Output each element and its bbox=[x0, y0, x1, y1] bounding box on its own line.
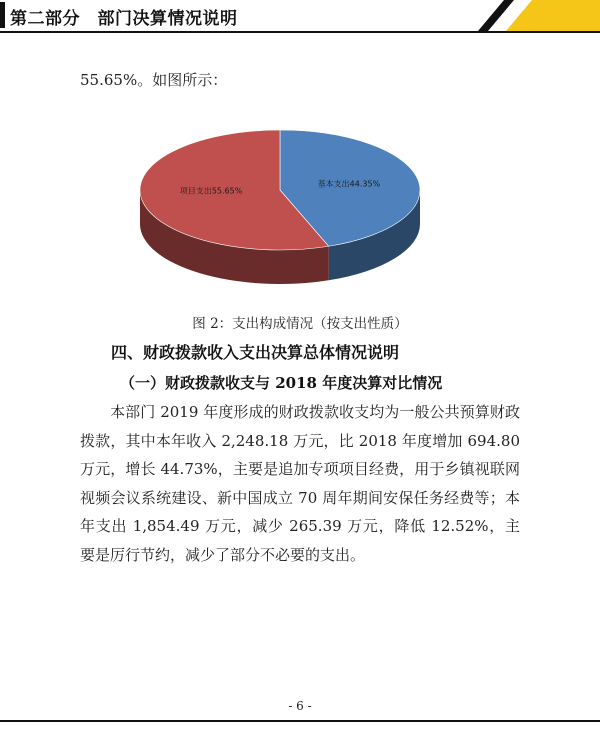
body-paragraph-text: 本部门 2019 年度形成的财政拨款收支均为一般公共预算财政拨款，其中本年收入 2,248.18 万元，比 2018 年度增加 694.80 万元，增长 44.73%，主要是追加专项项目经费，用于乡镇视联网视频会议系统建设、新中国成立 70 周年期间安保任务经费等；本年支出 1,854.49 万元，减少 265.39 万元，降低 12.52%，主要是厉行节约，减少了部分不必要的支出。 bbox=[80, 403, 520, 564]
page-header bbox=[0, 0, 600, 36]
pie-label-1: 项目支出55.65% bbox=[179, 186, 243, 196]
sub-heading: （一）财政拨款收支与 2018 年度决算对比情况 bbox=[120, 374, 443, 392]
header-rule bbox=[0, 31, 600, 33]
header-title: 第二部分 部门决算情况说明 bbox=[10, 9, 238, 29]
pie-label-0: 基本支出44.35% bbox=[317, 179, 381, 189]
intro-text: 55.65%。如图所示： bbox=[80, 71, 228, 89]
footer-rule bbox=[0, 720, 600, 722]
section-heading: 四、财政拨款收入支出决算总体情况说明 bbox=[111, 343, 400, 362]
header-decoration bbox=[460, 0, 600, 32]
body-paragraph bbox=[80, 398, 520, 570]
figure-caption: 图 2：支出构成情况（按支出性质） bbox=[192, 316, 408, 332]
expenditure-pie-chart bbox=[0, 118, 600, 298]
header-marker bbox=[0, 2, 5, 28]
page-number: - 6 - bbox=[288, 699, 312, 713]
